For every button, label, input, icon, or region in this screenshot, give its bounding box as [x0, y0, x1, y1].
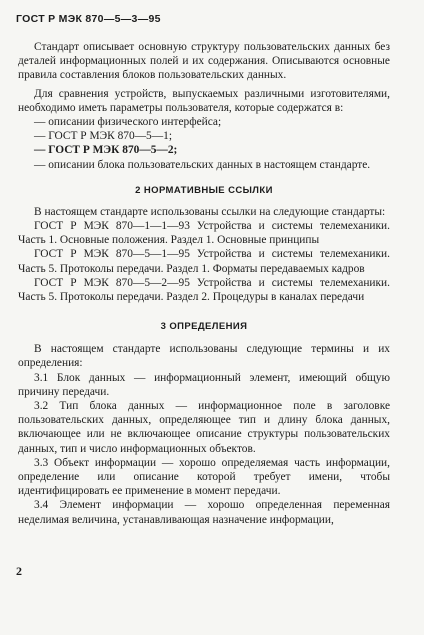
- reference-item: ГОСТ Р МЭК 870—1—1—93 Устройства и системы телемеханики. Часть 1. Основные положения. Раздел 1. Основные принципы: [18, 220, 390, 247]
- definition-item: 3.3 Объект информации — хорошо определяемая часть информации, определение или описание которой требует имени, чтобы идентифицировать ее применение в момент передачи.: [18, 456, 390, 498]
- reference-item: ГОСТ Р МЭК 870—5—1—95 Устройства и системы телемеханики. Часть 5. Протоколы передачи. Раздел 1. Форматы передаваемых кадров: [18, 248, 390, 275]
- section-3-intro: В настоящем стандарте использованы следующие термины и их определения:: [18, 343, 390, 370]
- intro-paragraph-1: Стандарт описывает основную структуру пользовательских данных без деталей информационных полей и их содержания. Описываются основные правила составления блоков пользовательских данных.: [18, 41, 390, 82]
- intro-list-item: — ГОСТ Р МЭК 870—5—2;: [34, 144, 178, 157]
- section-3-title: 3 ОПРЕДЕЛЕНИЯ: [160, 321, 248, 333]
- intro-list-item: — ГОСТ Р МЭК 870—5—1;: [34, 130, 173, 143]
- reference-item: ГОСТ Р МЭК 870—5—2—95 Устройства и системы телемеханики. Часть 5. Протоколы передачи. Раздел 2. Процедуры в каналах передачи: [18, 276, 390, 304]
- section-2-intro: В настоящем стандарте использованы ссылки на следующие стандарты:: [34, 205, 386, 218]
- intro-paragraph-2: Для сравнения устройств, выпускаемых различными изготовителями, необходимо иметь параметры пользователя, которые содержатся в:: [18, 87, 390, 114]
- section-2-title: 2 НОРМАТИВНЫЕ ССЫЛКИ: [135, 184, 273, 196]
- intro-list-item: — описании физического интерфейса;: [34, 116, 222, 129]
- page-number: 2: [16, 564, 22, 578]
- definition-item: 3.2 Тип блока данных — информационное поле в заголовке пользовательских данных, определяющее тип и длину блока данных, включающее или не включающее описание структуры пользовательских данных, тип и число информационных объектов.: [18, 400, 390, 455]
- definition-item: 3.4 Элемент информации — хорошо определенная переменная неделимая величина, устанавливающая назначение информации,: [18, 499, 390, 526]
- running-header: ГОСТ Р МЭК 870—5—3—95: [16, 13, 161, 25]
- intro-list-item: — описании блока пользовательских данных в настоящем стандарте.: [34, 158, 371, 171]
- page-body: [18, 40, 390, 527]
- definition-item: 3.1 Блок данных — информационный элемент, имеющий общую причину передачи.: [18, 371, 390, 398]
